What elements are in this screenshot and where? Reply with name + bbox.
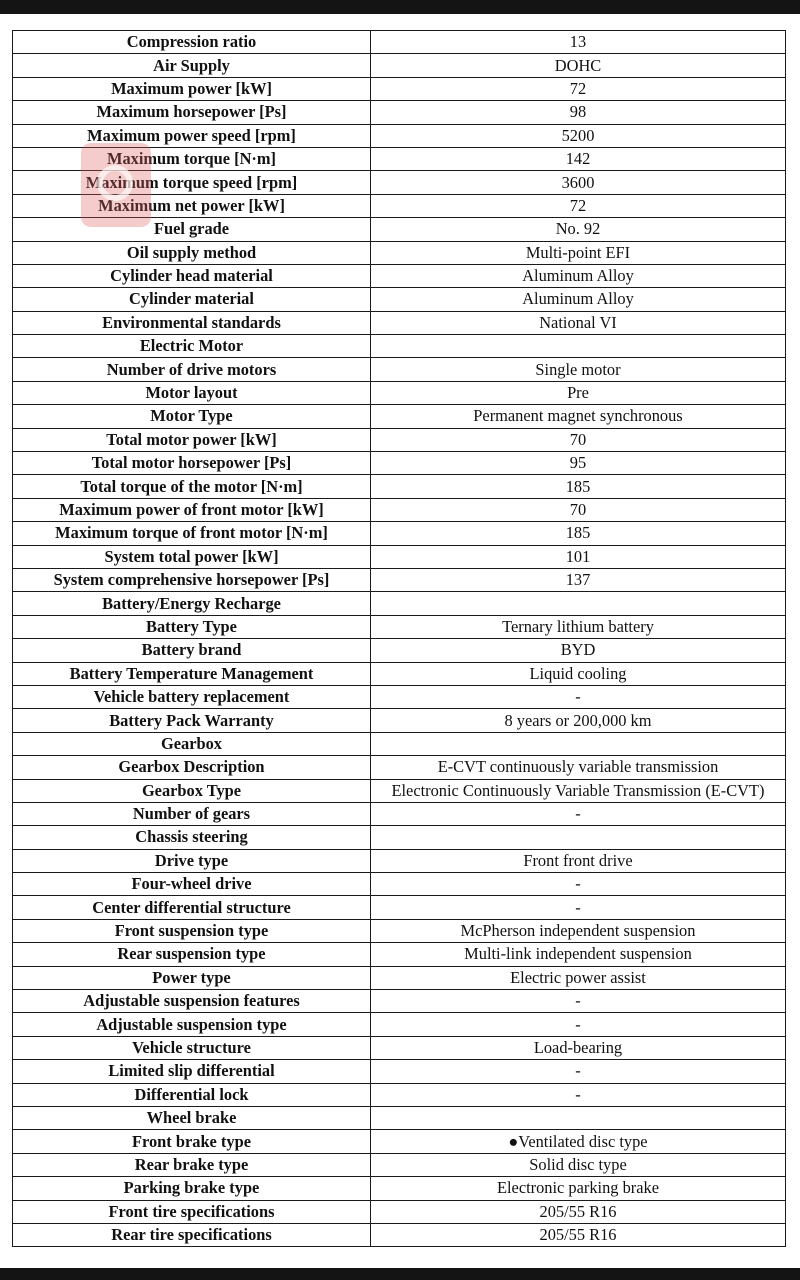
- spec-label: Front suspension type: [13, 919, 371, 942]
- spec-value: Aluminum Alloy: [371, 264, 786, 287]
- spec-label: Battery/Energy Recharge: [13, 592, 371, 615]
- spec-label: Compression ratio: [13, 31, 371, 54]
- table-row: [13, 54, 786, 77]
- table-row: [13, 358, 786, 381]
- table-row: [13, 452, 786, 475]
- table-row: [13, 311, 786, 334]
- table-row: [13, 405, 786, 428]
- table-row: [13, 685, 786, 708]
- spec-value: 72: [371, 194, 786, 217]
- spec-label: Air Supply: [13, 54, 371, 77]
- spec-value: 142: [371, 147, 786, 170]
- spec-label: Motor Type: [13, 405, 371, 428]
- spec-value: [371, 335, 786, 358]
- spec-value: [371, 1106, 786, 1129]
- spec-value: [371, 732, 786, 755]
- table-row: [13, 1060, 786, 1083]
- spec-label: Number of gears: [13, 802, 371, 825]
- spec-value: Electronic parking brake: [371, 1177, 786, 1200]
- spec-value: 70: [371, 498, 786, 521]
- spec-label: Number of drive motors: [13, 358, 371, 381]
- table-row: [13, 1200, 786, 1223]
- spec-value: Solid disc type: [371, 1153, 786, 1176]
- spec-label: System comprehensive horsepower [Ps]: [13, 568, 371, 591]
- spec-value: -: [371, 1060, 786, 1083]
- table-row: [13, 335, 786, 358]
- spec-label: Differential lock: [13, 1083, 371, 1106]
- table-row: [13, 1083, 786, 1106]
- spec-value: 101: [371, 545, 786, 568]
- spec-value: Multi-link independent suspension: [371, 943, 786, 966]
- spec-label: Oil supply method: [13, 241, 371, 264]
- spec-value: -: [371, 802, 786, 825]
- table-row: [13, 1130, 786, 1153]
- spec-value: -: [371, 1013, 786, 1036]
- spec-value: -: [371, 873, 786, 896]
- spec-label: Fuel grade: [13, 218, 371, 241]
- spec-label: Drive type: [13, 849, 371, 872]
- table-row: [13, 662, 786, 685]
- spec-label: Center differential structure: [13, 896, 371, 919]
- table-row: [13, 779, 786, 802]
- spec-label: Rear brake type: [13, 1153, 371, 1176]
- spec-label: Power type: [13, 966, 371, 989]
- spec-label: Rear tire specifications: [13, 1223, 371, 1246]
- spec-label: Battery Temperature Management: [13, 662, 371, 685]
- spec-label: Rear suspension type: [13, 943, 371, 966]
- spec-value: No. 92: [371, 218, 786, 241]
- spec-value: Aluminum Alloy: [371, 288, 786, 311]
- spec-label: Four-wheel drive: [13, 873, 371, 896]
- table-row: [13, 288, 786, 311]
- table-row: [13, 639, 786, 662]
- spec-label: Adjustable suspension type: [13, 1013, 371, 1036]
- spec-label: Limited slip differential: [13, 1060, 371, 1083]
- table-row: [13, 568, 786, 591]
- table-row: [13, 498, 786, 521]
- bottom-nav-bar: [0, 1268, 800, 1280]
- spec-label: Gearbox: [13, 732, 371, 755]
- spec-value: Front front drive: [371, 849, 786, 872]
- spec-label: Maximum power [kW]: [13, 77, 371, 100]
- table-row: [13, 1153, 786, 1176]
- spec-value: E-CVT continuously variable transmission: [371, 756, 786, 779]
- spec-value: National VI: [371, 311, 786, 334]
- spec-value: 98: [371, 101, 786, 124]
- table-row: [13, 1036, 786, 1059]
- spec-value: 70: [371, 428, 786, 451]
- spec-value: Ternary lithium battery: [371, 615, 786, 638]
- table-row: [13, 943, 786, 966]
- spec-label: Cylinder material: [13, 288, 371, 311]
- spec-label: Front brake type: [13, 1130, 371, 1153]
- spec-value: -: [371, 1083, 786, 1106]
- spec-label: Battery brand: [13, 639, 371, 662]
- table-row: [13, 919, 786, 942]
- watermark-logo: [81, 143, 151, 227]
- spec-label: Battery Pack Warranty: [13, 709, 371, 732]
- spec-label: Maximum torque of front motor [N·m]: [13, 522, 371, 545]
- table-row: [13, 849, 786, 872]
- spec-value: -: [371, 685, 786, 708]
- spec-value: Load-bearing: [371, 1036, 786, 1059]
- spec-value: DOHC: [371, 54, 786, 77]
- spec-value: 137: [371, 568, 786, 591]
- table-row: [13, 966, 786, 989]
- spec-label: Front tire specifications: [13, 1200, 371, 1223]
- spec-label: Environmental standards: [13, 311, 371, 334]
- spec-label: Gearbox Type: [13, 779, 371, 802]
- table-row: [13, 475, 786, 498]
- spec-label: Maximum power speed [rpm]: [13, 124, 371, 147]
- spec-label: Maximum net power [kW]: [13, 194, 371, 217]
- spec-label: Parking brake type: [13, 1177, 371, 1200]
- spec-label: Maximum torque speed [rpm]: [13, 171, 371, 194]
- table-row: [13, 756, 786, 779]
- spec-value: Liquid cooling: [371, 662, 786, 685]
- table-row: [13, 1106, 786, 1129]
- spec-label: Wheel brake: [13, 1106, 371, 1129]
- spec-value: [371, 592, 786, 615]
- spec-value: 3600: [371, 171, 786, 194]
- spec-label: Cylinder head material: [13, 264, 371, 287]
- table-row: [13, 545, 786, 568]
- table-row: [13, 428, 786, 451]
- spec-value: -: [371, 990, 786, 1013]
- spec-value: Pre: [371, 381, 786, 404]
- spec-value: 13: [371, 31, 786, 54]
- spec-label: Maximum torque [N·m]: [13, 147, 371, 170]
- spec-label: Electric Motor: [13, 335, 371, 358]
- spec-value: 185: [371, 522, 786, 545]
- spec-label: Motor layout: [13, 381, 371, 404]
- spec-label: Battery Type: [13, 615, 371, 638]
- table-row: [13, 381, 786, 404]
- spec-value: Electronic Continuously Variable Transmission (E-CVT): [371, 779, 786, 802]
- spec-value: 205/55 R16: [371, 1223, 786, 1246]
- table-row: [13, 77, 786, 100]
- spec-value: [371, 826, 786, 849]
- table-row: [13, 241, 786, 264]
- table-row: [13, 31, 786, 54]
- top-status-bar: [0, 0, 800, 14]
- spec-value: Multi-point EFI: [371, 241, 786, 264]
- spec-value: Permanent magnet synchronous: [371, 405, 786, 428]
- spec-label: Maximum power of front motor [kW]: [13, 498, 371, 521]
- table-row: [13, 615, 786, 638]
- spec-label: Vehicle structure: [13, 1036, 371, 1059]
- table-row: [13, 896, 786, 919]
- spec-value: 185: [371, 475, 786, 498]
- spec-value: -: [371, 896, 786, 919]
- table-row: [13, 709, 786, 732]
- table-row: [13, 101, 786, 124]
- table-row: [13, 1013, 786, 1036]
- spec-value: 205/55 R16: [371, 1200, 786, 1223]
- table-row: [13, 264, 786, 287]
- spec-label: Vehicle battery replacement: [13, 685, 371, 708]
- table-row: [13, 522, 786, 545]
- spec-value: McPherson independent suspension: [371, 919, 786, 942]
- spec-label: Gearbox Description: [13, 756, 371, 779]
- spec-label: Total motor horsepower [Ps]: [13, 452, 371, 475]
- spec-value: 72: [371, 77, 786, 100]
- spec-value: Electric power assist: [371, 966, 786, 989]
- spec-value: BYD: [371, 639, 786, 662]
- spec-label: Total motor power [kW]: [13, 428, 371, 451]
- spec-value: ●Ventilated disc type: [371, 1130, 786, 1153]
- table-row: [13, 1223, 786, 1246]
- table-row: [13, 826, 786, 849]
- spec-label: System total power [kW]: [13, 545, 371, 568]
- spec-label: Maximum horsepower [Ps]: [13, 101, 371, 124]
- spec-label: Adjustable suspension features: [13, 990, 371, 1013]
- table-row: [13, 802, 786, 825]
- watermark-ring-icon: [97, 165, 133, 201]
- table-row: [13, 873, 786, 896]
- table-row: [13, 592, 786, 615]
- spec-value: 5200: [371, 124, 786, 147]
- spec-value: 95: [371, 452, 786, 475]
- spec-label: Total torque of the motor [N·m]: [13, 475, 371, 498]
- table-row: [13, 1177, 786, 1200]
- spec-value: Single motor: [371, 358, 786, 381]
- table-row: [13, 990, 786, 1013]
- table-row: [13, 732, 786, 755]
- spec-label: Chassis steering: [13, 826, 371, 849]
- spec-value: 8 years or 200,000 km: [371, 709, 786, 732]
